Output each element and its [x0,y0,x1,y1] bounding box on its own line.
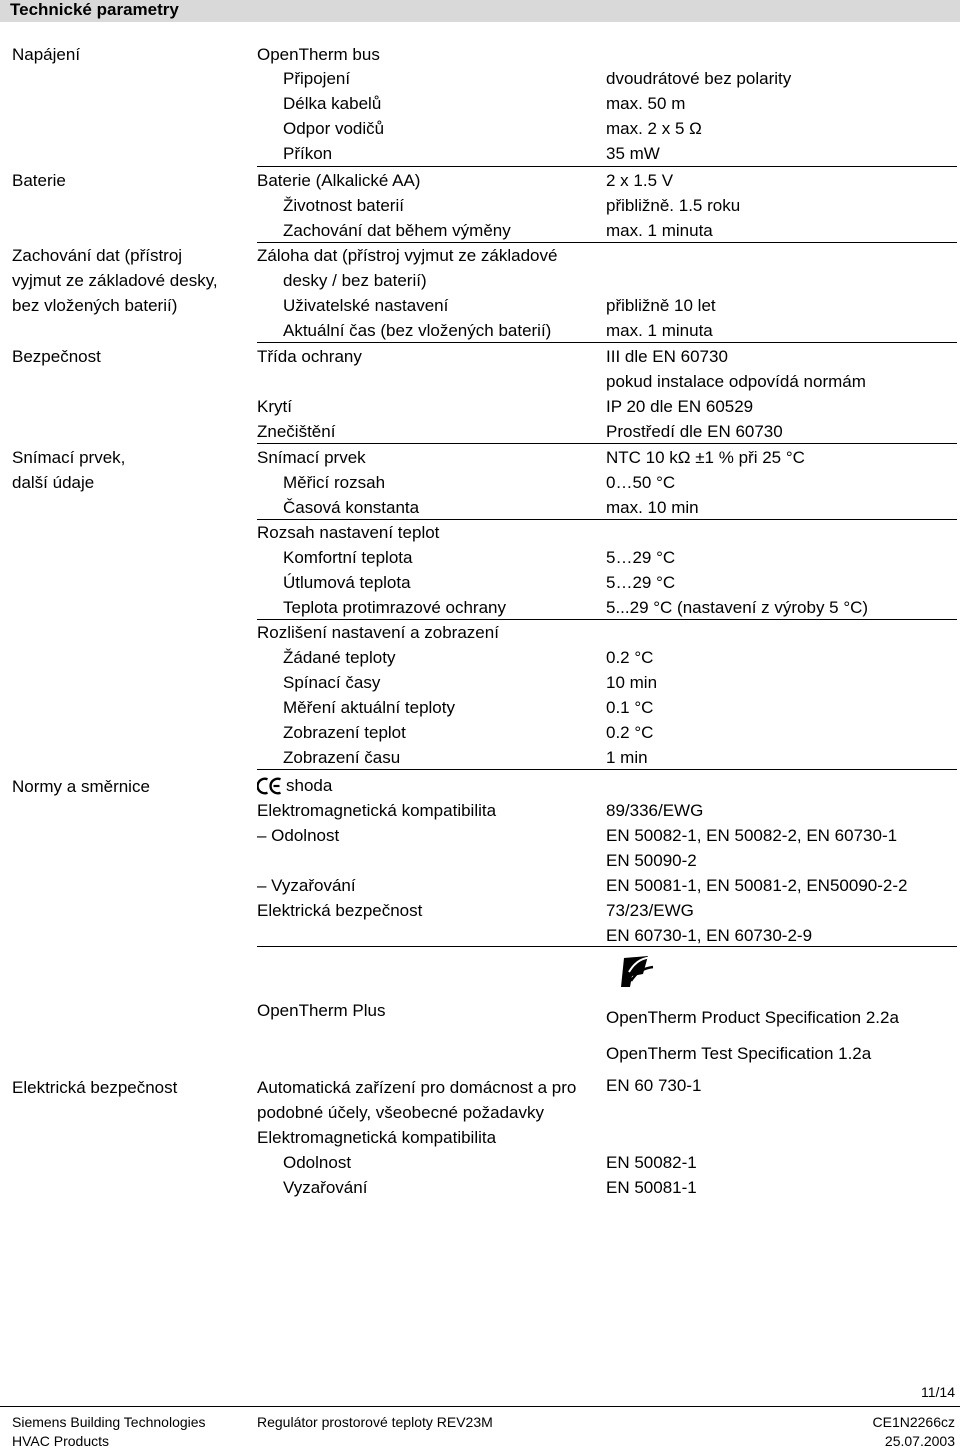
param-value: 0…50 °C [606,473,676,492]
category-label: Bezpečnost [12,347,101,366]
param-label: Útlumová teplota [283,573,411,592]
divider [257,242,957,243]
category-label: Napájení [12,45,81,64]
param-label: Komfortní teplota [283,548,413,567]
param-value: EN 50082-1 [606,1153,697,1172]
param-value: pokud instalace odpovídá normám [606,372,866,391]
param-label: Odolnost [283,1153,352,1172]
param-label: Zobrazení času [283,748,401,767]
param-value: max. 10 min [606,498,699,517]
param-label: Životnost baterií [283,196,404,215]
param-label: Automatická zařízení pro domácnost a pro [257,1078,577,1097]
param-label: OpenTherm Plus [257,1001,386,1020]
page-title: Technické parametry [10,0,179,19]
param-label: Uživatelské nastavení [283,296,449,315]
param-label: Elektrická bezpečnost [257,901,423,920]
param-value: 1 min [606,748,648,767]
param-label: Příkon [283,144,333,163]
page-number: 11/14 [921,1384,955,1400]
param-value: EN 60 730-1 [606,1076,702,1095]
divider [257,946,957,947]
param-label: Aktuální čas (bez vložených baterií) [283,321,552,340]
param-value: 35 mW [606,144,660,163]
param-value: EN 50090-2 [606,851,697,870]
category-label: další údaje [12,473,95,492]
divider [257,166,957,167]
param-value: přibližně. 1.5 roku [606,196,741,215]
param-value: EN 50082-1, EN 50082-2, EN 60730-1 [606,826,898,845]
footer-division: HVAC Products [12,1433,109,1449]
footer-divider [0,1406,960,1407]
divider [257,769,957,770]
category-label: Normy a směrnice [12,777,150,796]
param-label: Spínací časy [283,673,381,692]
param-label: Připojení [283,69,351,88]
param-label: Znečištění [257,422,336,441]
param-label: Zachování dat během výměny [283,221,511,240]
param-label: OpenTherm bus [257,45,380,64]
param-value: Prostředí dle EN 60730 [606,422,783,441]
param-label: – Odolnost [257,826,340,845]
param-value: 0.2 °C [606,723,654,742]
category-label: Zachování dat (přístroj [12,246,183,265]
param-label: Snímací prvek [257,448,366,467]
param-value: 5…29 °C [606,548,676,567]
param-label: Baterie (Alkalické AA) [257,171,421,190]
param-value: max. 50 m [606,94,686,113]
param-value: EN 50081-1, EN 50081-2, EN50090-2-2 [606,876,908,895]
param-label: Zobrazení teplot [283,723,406,742]
param-label: shoda [286,776,333,795]
category-label: Snímací prvek, [12,448,126,467]
param-value: 0.2 °C [606,648,654,667]
param-label: Rozlišení nastavení a zobrazení [257,623,499,642]
param-value: 2 x 1.5 V [606,171,674,190]
param-label: Žádané teploty [283,648,396,667]
param-value: 73/23/EWG [606,901,694,920]
param-label: – Vyzařování [257,876,356,895]
param-value: OpenTherm Test Specification 1.2a [606,1044,872,1063]
category-label: bez vložených baterií) [12,296,178,315]
param-label: Rozsah nastavení teplot [257,523,440,542]
footer-date: 25.07.2003 [884,1433,955,1449]
param-value: max. 1 minuta [606,321,713,340]
param-label: Měření aktuální teploty [283,698,455,717]
param-label: Třída ochrany [257,347,362,366]
param-value: EN 50081-1 [606,1178,697,1197]
category-label: Baterie [12,171,66,190]
param-value: 89/336/EWG [606,801,704,820]
param-value: přibližně 10 let [606,296,716,315]
param-value: EN 60730-1, EN 60730-2-9 [606,926,813,945]
param-label: Teplota protimrazové ochrany [283,598,507,617]
param-label: Záloha dat (přístroj vyjmut ze základové [257,246,558,265]
category-label: Elektrická bezpečnost [12,1078,178,1097]
divider [257,342,957,343]
param-label: Délka kabelů [283,94,382,113]
param-label: Odpor vodičů [283,119,385,138]
param-value: 0.1 °C [606,698,654,717]
param-label: Časová konstanta [283,498,420,517]
param-value: max. 1 minuta [606,221,713,240]
param-value: max. 2 x 5 Ω [606,119,702,138]
opentherm-logo-icon [618,954,656,990]
param-value: 5…29 °C [606,573,676,592]
param-label: Elektromagnetická kompatibilita [257,1128,497,1147]
footer-doc-number: CE1N2266cz [872,1414,955,1430]
param-value: IP 20 dle EN 60529 [606,397,754,416]
param-label: Krytí [257,397,292,416]
param-value: dvoudrátové bez polarity [606,69,792,88]
param-label: Elektromagnetická kompatibilita [257,801,497,820]
param-label: Vyzařování [283,1178,368,1197]
param-value: 10 min [606,673,658,692]
divider [257,619,957,620]
category-label: vyjmut ze základové desky, [12,271,218,290]
param-value: III dle EN 60730 [606,347,728,366]
param-label: podobné účely, všeobecné požadavky [257,1103,544,1122]
param-value: NTC 10 kΩ ±1 % při 25 °C [606,448,805,467]
divider [257,519,957,520]
divider [257,443,957,444]
param-value: OpenTherm Product Specification 2.2a [606,1008,899,1027]
ce-mark-icon [257,776,283,796]
footer-company: Siemens Building Technologies [12,1414,206,1430]
param-value: 5...29 °C (nastavení z výroby 5 °C) [606,598,869,617]
footer-product: Regulátor prostorové teploty REV23M [257,1414,493,1430]
param-label: desky / bez baterií) [283,271,427,290]
param-label: Měřicí rozsah [283,473,386,492]
